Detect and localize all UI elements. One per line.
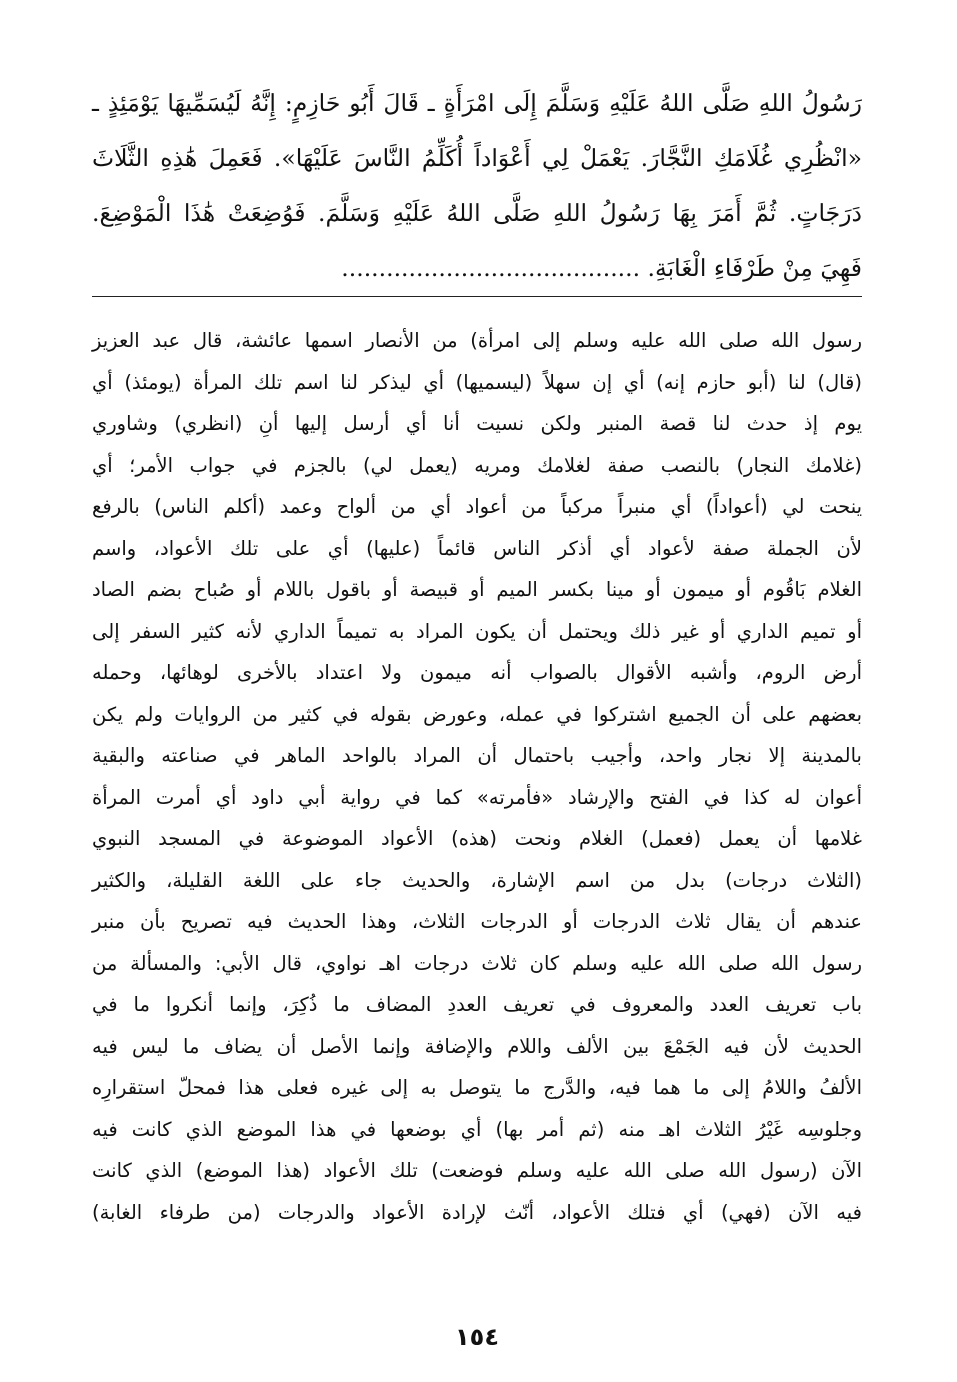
commentary-text	[92, 320, 862, 1233]
commentary-line: أعوان له كذا في الفتح والإرشاد «فأمرته» كما في رواية أبي داود أي أمرت المرأة	[92, 785, 862, 809]
commentary-line: (قال) لنا (أبو حازم إنه) أي إن سهلاً (ليسميها) أي ليذكر لنا اسم تلك المرأة (يومئذ) أي	[92, 370, 862, 394]
commentary-line: أرض الروم، وأشبه الأقوال بالصواب أنه ميمون ولا اعتداد بالأخرى لوهائها، وحمله	[92, 661, 862, 684]
commentary-line: الغلام بَاقُوم أو ميمون أو مينا بكسر الميم أو قبيصة أو باقول باللام أو صُباح بضم الصاد	[92, 578, 862, 601]
commentary-line: الحديث لأن فيه الجَمْعَ بين الألف واللام والإضافة وإنما الأصل أن يضاف ما ليس فيه	[92, 1034, 862, 1058]
hadith-text	[92, 76, 862, 296]
book-page	[92, 58, 862, 1351]
hadith-line: فَهِيَ مِنْ طَرْفَاءِ الْغَابَةِ. ........................................	[341, 254, 862, 282]
commentary-line: رسول الله صلى الله عليه وسلم إلى امرأة) من الأنصار اسمها عائشة، قال عبد العزيز	[92, 329, 862, 352]
hadith-line: «انْظُرِي غُلَامَكِ النَّجَّارَ. يَعْمَلْ لِي أَعْوَاداً أُكَلِّمُ النَّاسَ عَلَيْهَا». فَعَمِلَ هَٰذِهِ الثَّلَاثَ	[92, 144, 862, 172]
commentary-line: عندهم أن يقال ثلاث الدرجات أو الدرجات الثلاث، وهذا الحديث فيه تصريح بأن منبر	[92, 910, 862, 933]
commentary-line: الآن (رسول الله صلى الله عليه وسلم فوضعت) تلك الأعواد (هذا الموضع) الذي كانت	[92, 1159, 862, 1182]
commentary-line: الألفُ واللامُ إلى ما هما فيه، والدَّرج ما يتوصل به إلى غيره فعلى هذا فمحلّ استقرارِه	[92, 1076, 862, 1099]
commentary-line: باب تعريف العدد والمعروف في تعريف العددِ المضاف ما ذُكِرَ، وإنما أنكروا ما في	[92, 993, 862, 1016]
commentary-line: لأن الجملة صفة لأعواد أي أذكر الناس قائماً (عليها) أي على تلك الأعواد، واسم	[92, 536, 862, 560]
commentary-line: رسول الله صلى الله عليه وسلم كان ثلاث درجات اهـ نواوي، قال الأبي: والمسألة من	[92, 951, 862, 975]
separator-rule	[92, 296, 862, 297]
hadith-line: دَرَجَاتٍ. ثُمَّ أَمَرَ بِهَا رَسُولُ اللهِ صَلَّى اللهُ عَلَيْهِ وَسَلَّمَ. فَوُضِعَتْ هَٰذَا الْمَوْضِعَ.	[92, 199, 862, 227]
hadith-line: رَسُولُ اللهِ صَلَّى اللهُ عَلَيْهِ وَسَلَّمَ إِلَى امْرَأَةٍ ـ قَالَ أَبُو حَازِمٍ: إِنَّهُ لَيُسَمِّيهَا يَوْمَئِذٍ ـ	[92, 89, 862, 117]
page-number: ١٥٤	[455, 1323, 499, 1351]
commentary-line: بعضهم على أن الجميع اشتركوا في عمله، وعورض بقوله في كثير من الروايات ولم يكن	[92, 702, 862, 726]
commentary-line: وجلوسِه غَيْرُ الثلاث اهـ منه (ثم أمر بها) أي بوضعها في هذا الموضع الذي كانت فيه	[92, 1117, 862, 1141]
commentary-line: ينحت لي (أعواداً) أي منبراً مركباً من أعواد أي من ألواح وعمد (أكلم الناس) بالرفع	[92, 495, 862, 518]
commentary-line: (الثلاث درجات) بدل من اسم الإشارة، والحديث جاء على اللغة القليلة، والكثير	[92, 868, 862, 892]
commentary-line: فيه الآن (فهي) أي فتلك الأعواد، أنّث لإرادة الأعواد والدرجات (من طرفاء الغابة)	[92, 1200, 862, 1224]
commentary-line: يوم إذ حدث لنا قصة المنبر ولكن نسيت أنا أي أرسل إليها أنِ (انظري) وشاوري	[92, 412, 862, 435]
commentary-line: بالمدينة إلا نجار واحد، وأجيب باحتمال أن المراد بالواحد الماهر في صناعته والبقية	[92, 744, 862, 767]
commentary-line: غلامها أن يعمل (فعمل) الغلام ونحت (هذه) الأعواد الموضوعة في المسجد النبوي	[92, 827, 862, 850]
commentary-line: أو تميم الداري أو غير ذلك ويحتمل أن يكون المراد به تميماً الداري لأنه كثير السفر إلى	[92, 619, 862, 643]
commentary-line: (غلامك النجار) بالنصب صفة لغلامك ومريه (يعمل لي) بالجزم في جواب الأمر؛ أي	[92, 453, 862, 477]
